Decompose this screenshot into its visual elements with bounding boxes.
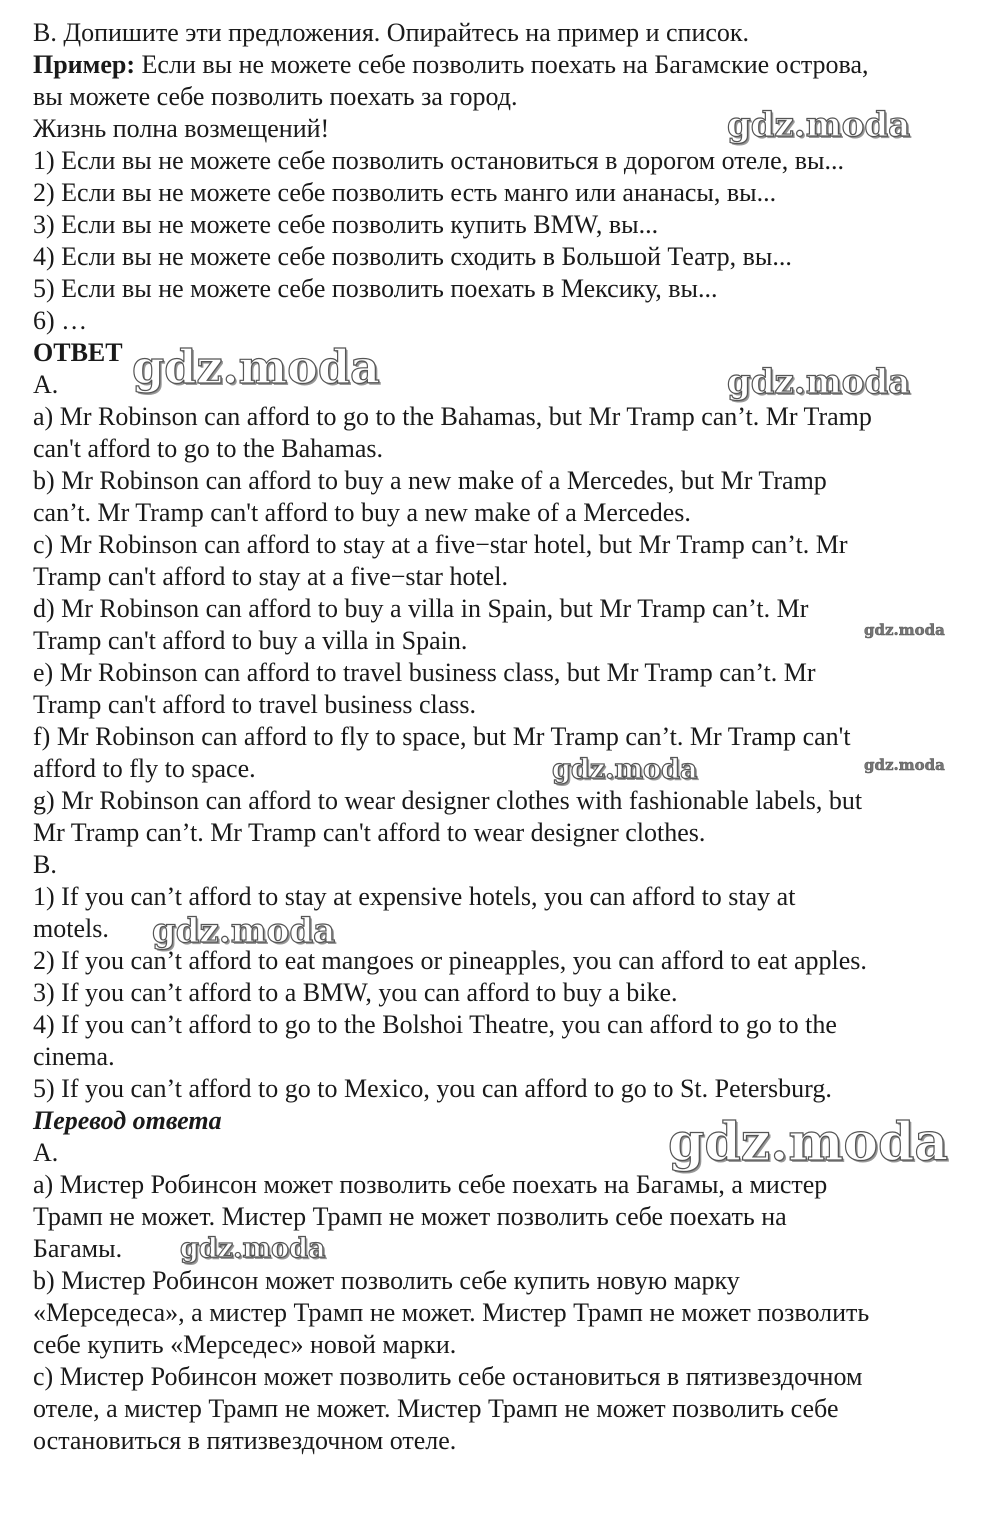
translation-line: остановиться в пятизвездочном отеле. <box>33 1426 457 1455</box>
answer-b-line: cinema. <box>33 1042 115 1071</box>
answer-b-line: 5) If you can’t afford to go to Mexico, you can afford to go to St. Petersburg. <box>33 1074 832 1103</box>
watermark: gdz.moda <box>727 105 911 145</box>
answer-a-line: can't afford to go to the Bahamas. <box>33 434 384 463</box>
document-page <box>33 0 973 1457</box>
answer-a-line: a) Mr Robinson can afford to go to the Bahamas, but Mr Tramp can’t. Mr Tramp <box>33 402 872 431</box>
example-label: Пример: <box>33 50 136 79</box>
translation-line: b) Мистер Робинсон может позволить себе купить новую марку <box>33 1266 740 1295</box>
translation-line: «Мерседеса», а мистер Трамп не может. Мистер Трамп не может позволить <box>33 1298 870 1327</box>
example-line-2: вы можете себе позволить поехать за город. <box>33 82 518 111</box>
answer-heading: ОТВЕТ <box>33 338 123 367</box>
watermark: gdz.moda <box>552 754 698 785</box>
translation-line: Багамы. <box>33 1234 123 1263</box>
task-item-4: 4) Если вы не можете себе позволить сходить в Большой Театр, вы... <box>33 242 792 271</box>
watermark: gdz.moda <box>152 911 336 951</box>
answer-a-line: g) Mr Robinson can afford to wear designer clothes with fashionable labels, but <box>33 786 863 815</box>
answer-part-b-label: B. <box>33 850 57 879</box>
answer-a-line: c) Mr Robinson can afford to stay at a five−star hotel, but Mr Tramp can’t. Mr <box>33 530 848 559</box>
translation-part-a-label: A. <box>33 1138 59 1167</box>
translation-line: Трамп не может. Мистер Трамп не может позволить себе поехать на <box>33 1202 787 1231</box>
answer-b-line: 2) If you can’t afford to eat mangoes or pineapples, you can afford to eat apples. <box>33 946 867 975</box>
answer-a-line: Mr Tramp can’t. Mr Tramp can't afford to wear designer clothes. <box>33 818 706 847</box>
answer-b-line: 4) If you can’t afford to go to the Bolshoi Theatre, you can afford to go to the <box>33 1010 837 1039</box>
example-line-1 <box>33 49 973 81</box>
watermark: gdz.moda <box>727 362 911 402</box>
translation-heading: Перевод ответа <box>33 1106 222 1135</box>
translation-line: c) Мистер Робинсон может позволить себе остановиться в пятизвездочном <box>33 1362 863 1391</box>
answer-a-line: afford to fly to space. <box>33 754 256 783</box>
watermark: gdz.moda <box>864 621 945 639</box>
answer-a-line: e) Mr Robinson can afford to travel business class, but Mr Tramp can’t. Mr <box>33 658 816 687</box>
task-item-1: 1) Если вы не можете себе позволить остановиться в дорогом отеле, вы... <box>33 146 844 175</box>
answer-a-line: Tramp can't afford to buy a villa in Spain. <box>33 626 468 655</box>
example-text-1: Если вы не можете себе позволить поехать на Багамские острова, <box>135 50 869 79</box>
answer-b-line: 3) If you can’t afford to a BMW, you can afford to buy a bike. <box>33 978 678 1007</box>
answer-a-line: Tramp can't afford to stay at a five−star hotel. <box>33 562 508 591</box>
translation-line: отеле, а мистер Трамп не может. Мистер Трамп не может позволить себе <box>33 1394 839 1423</box>
watermark: gdz.moda <box>864 756 945 774</box>
answer-a-line: f) Mr Robinson can afford to fly to space, but Mr Tramp can’t. Mr Tramp can't <box>33 722 851 751</box>
task-item-2: 2) Если вы не можете себе позволить есть манго или ананасы, вы... <box>33 178 777 207</box>
answer-a-line: can’t. Mr Tramp can't afford to buy a new make of a Mercedes. <box>33 498 691 527</box>
task-item-6: 6) … <box>33 306 88 335</box>
watermark: gdz.moda <box>668 1112 949 1173</box>
motto-line: Жизнь полна возмещений! <box>33 114 330 143</box>
task-item-3: 3) Если вы не можете себе позволить купить BMW, вы... <box>33 210 659 239</box>
task-item-5: 5) Если вы не можете себе позволить поехать в Мексику, вы... <box>33 274 718 303</box>
answer-b-line: 1) If you can’t afford to stay at expensive hotels, you can afford to stay at <box>33 882 796 911</box>
task-heading: B. Допишите эти предложения. Опирайтесь на пример и список. <box>33 18 750 47</box>
watermark: gdz.moda <box>180 1233 326 1264</box>
watermark: gdz.moda <box>132 340 380 394</box>
answer-part-a-label: A. <box>33 370 59 399</box>
answer-b-line: motels. <box>33 914 109 943</box>
answer-a-line: Tramp can't afford to travel business class. <box>33 690 476 719</box>
translation-line: a) Мистер Робинсон может позволить себе поехать на Багамы, а мистер <box>33 1170 828 1199</box>
translation-line: себе купить «Мерседес» новой марки. <box>33 1330 457 1359</box>
answer-a-line: b) Mr Robinson can afford to buy a new make of a Mercedes, but Mr Tramp <box>33 466 827 495</box>
answer-a-line: d) Mr Robinson can afford to buy a villa in Spain, but Mr Tramp can’t. Mr <box>33 594 809 623</box>
